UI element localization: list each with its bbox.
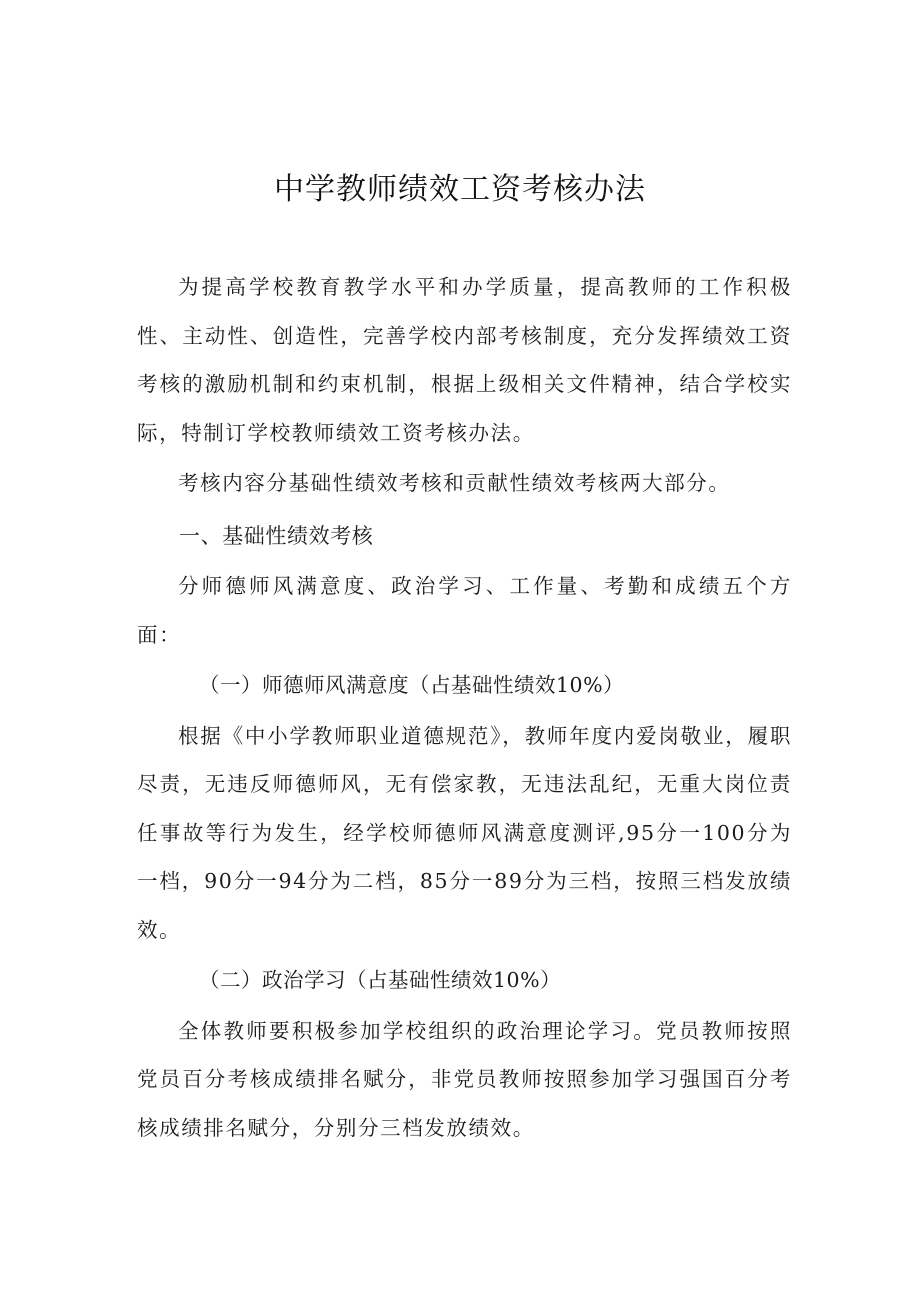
subsection-2-heading: （二）政治学习（占基础性绩效10%） bbox=[199, 968, 562, 992]
subsection-1-heading: （一）师德师风满意度（占基础性绩效10%） bbox=[199, 673, 625, 697]
intro-paragraph: 为提高学校教育教学水平和办学质量，提高教师的工作积极性、主动性、创造性，完善学校内部考核制度，充分发挥绩效工资考核的激励机制和约束机制，根据上级相关文件精神，结合学校实际，特制订学校教师绩效工资考核办法。 bbox=[137, 275, 792, 445]
document-body bbox=[137, 263, 792, 1152]
subsection-1-body: 根据《中小学教师职业道德规范》，教师年度内爱岗敬业，履职尽责，无违反师德师风，无有偿家教，无违法乱纪，无重大岗位责任事故等行为发生，经学校师德师风满意度测评,95分一100分为一档，90分一94分为二档，85分一89分为三档，按照三档发放绩效。 bbox=[137, 723, 792, 942]
section-1-heading: 一、基础性绩效考核 bbox=[179, 523, 374, 548]
section-1-intro: 分师德师风满意度、政治学习、工作量、考勤和成绩五个方面： bbox=[137, 574, 792, 647]
scope-paragraph: 考核内容分基础性绩效考核和贡献性绩效考核两大部分。 bbox=[178, 471, 731, 495]
document-title: 中学教师绩效工资考核办法 bbox=[274, 172, 646, 207]
subsection-2-body: 全体教师要积极参加学校组织的政治理论学习。党员教师按照党员百分考核成绩排名赋分，非党员教师按照参加学习强国百分考核成绩排名赋分，分别分三档发放绩效。 bbox=[137, 1018, 792, 1140]
